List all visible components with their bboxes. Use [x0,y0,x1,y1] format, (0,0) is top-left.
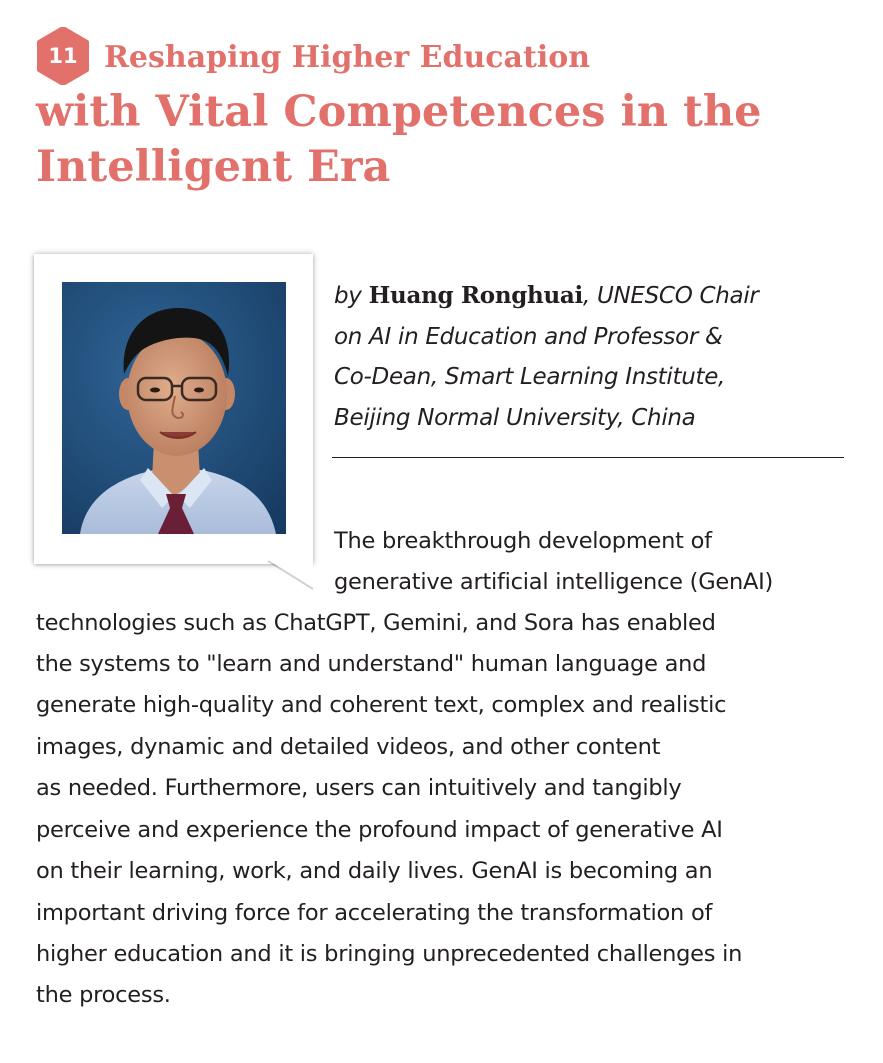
body-line: The breakthrough development of [334,528,712,554]
author-name: Huang Ronghuai [368,282,583,309]
author-affiliation: Co-Dean, Smart Learning Institute, [334,364,726,390]
article-number: 11 [48,44,78,68]
body-line: the systems to "learn and understand" human language and [36,651,707,677]
author-affiliation: , UNESCO Chair [582,283,759,309]
article-title [36,30,866,195]
byline [334,276,854,438]
byline-divider [332,457,844,458]
body-line: higher education and it is bringing unprecedented challenges in [36,941,743,967]
article-title-line: Reshaping Higher Education [104,40,591,75]
byline-line-1 [334,276,854,317]
author-affiliation: on AI in Education and Professor & [334,323,723,350]
byline-prefix: by [334,283,369,309]
body-line: the process. [36,982,171,1008]
body-line: perceive and experience the profound impact of generative AI [36,817,723,843]
author-portrait [62,282,286,534]
photo-frame-tail [268,560,314,590]
body-line: technologies such as ChatGPT, Gemini, and Sora has enabled [36,610,716,636]
author-affiliation: Beijing Normal University, China [334,404,696,431]
body-line: important driving force for accelerating the transformation of [36,900,713,926]
body-line: on their learning, work, and daily lives. GenAI is becoming an [36,858,713,884]
body-line: generative artificial intelligence (GenAI) [334,569,774,595]
body-line: images, dynamic and detailed videos, and other content [36,734,661,760]
body-line: as needed. Furthermore, users can intuitively and tangibly [36,775,682,801]
article-title-line: with Vital Competences in the [36,87,762,137]
body-line: generate high-quality and coherent text, complex and realistic [36,692,727,718]
article-title-line: Intelligent Era [36,142,391,192]
